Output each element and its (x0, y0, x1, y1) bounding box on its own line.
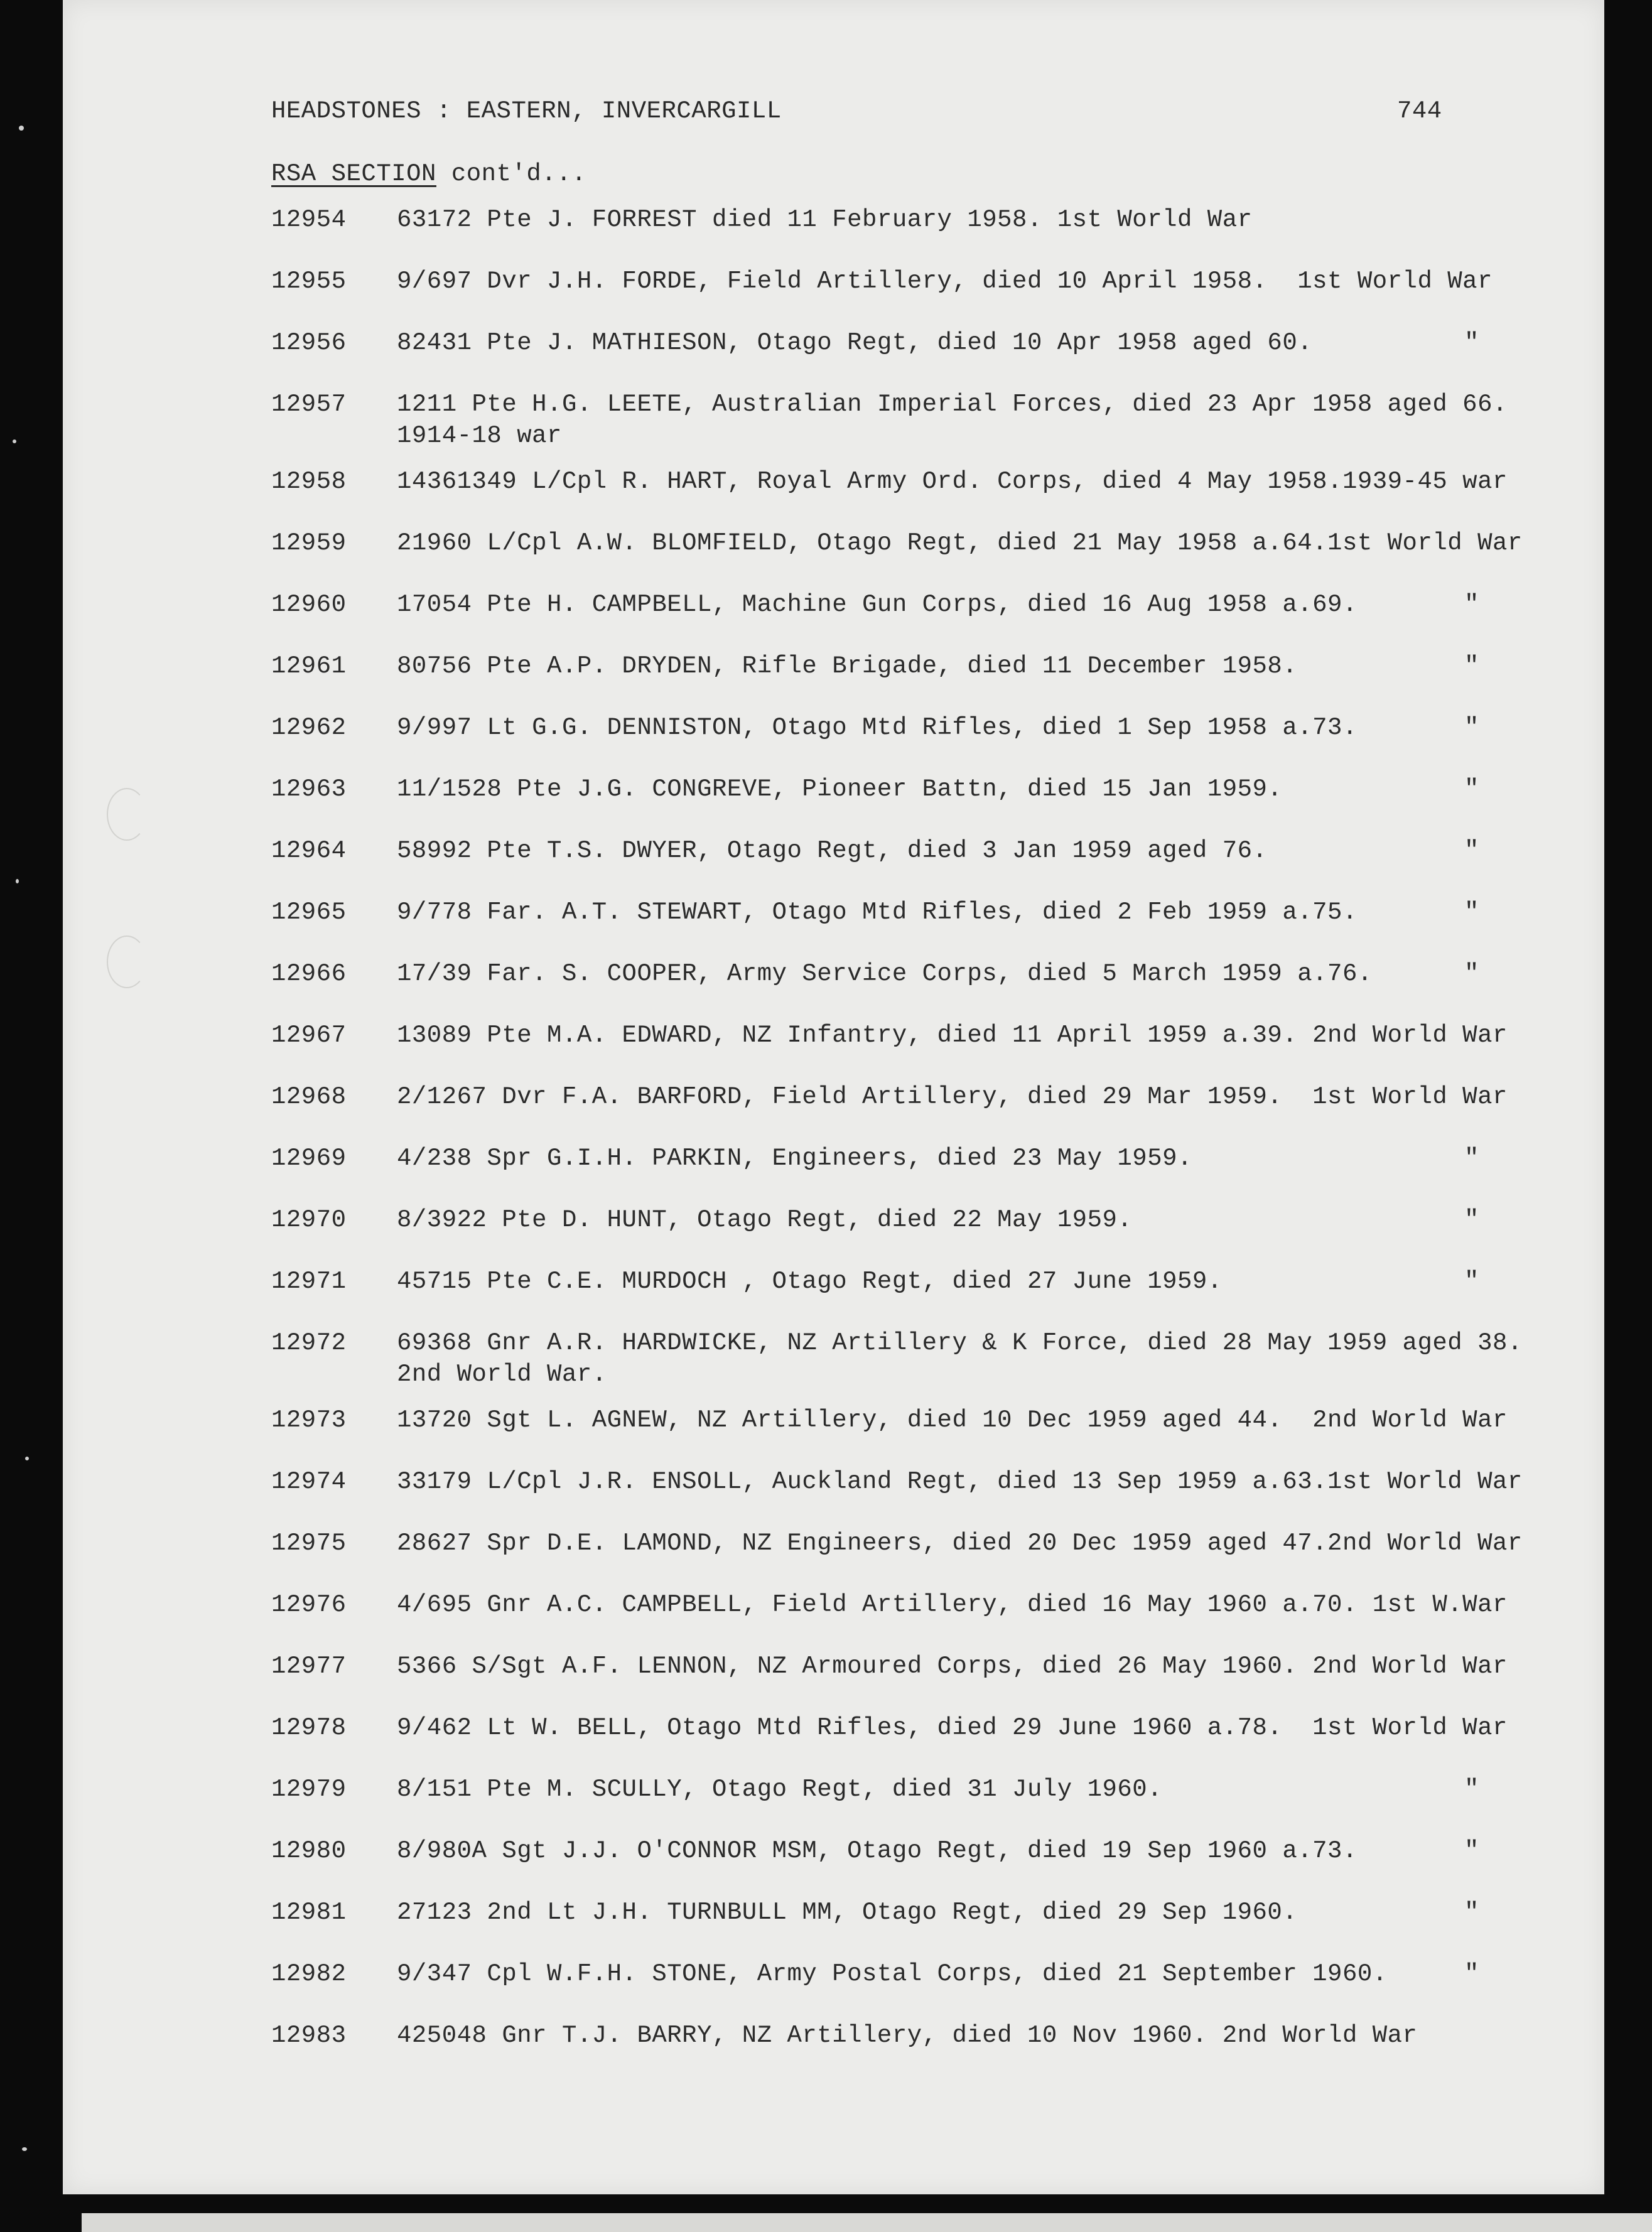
ditto-mark: " (1464, 1145, 1479, 1172)
entry-line: 17054 Pte H. CAMPBELL, Machine Gun Corps, died 16 Aug 1958 a.69. (397, 591, 1358, 618)
entry-number: 12965 (271, 898, 347, 926)
entry-description (397, 1897, 1590, 1928)
entry-description (397, 897, 1590, 928)
entry-description (397, 204, 1590, 235)
entry-description (397, 1204, 1590, 1236)
entry-line: 1211 Pte H.G. LEETE, Australian Imperial Forces, died 23 Apr 1958 aged 66. (397, 391, 1508, 418)
punch-hole-mark (107, 935, 147, 988)
entry-description (397, 712, 1590, 743)
entry-line: 2nd World War. (397, 1361, 607, 1388)
ditto-mark: " (1464, 775, 1479, 803)
section-label: RSA SECTION (271, 160, 436, 188)
section-heading (271, 158, 586, 190)
entry-number: 12961 (271, 652, 347, 680)
entry-description (397, 1774, 1590, 1805)
ditto-mark: " (1464, 1776, 1479, 1803)
ditto-mark: " (1464, 1268, 1479, 1295)
entry-description (397, 1835, 1590, 1867)
entry-line: 4/695 Gnr A.C. CAMPBELL, Field Artillery, died 16 May 1960 a.70. 1st W.War (397, 1591, 1508, 1619)
entry-line: 28627 Spr D.E. LAMOND, NZ Engineers, died 20 Dec 1959 aged 47.2nd World War (397, 1529, 1523, 1557)
entry-line: 2/1267 Dvr F.A. BARFORD, Field Artillery, died 29 Mar 1959. 1st World War (397, 1083, 1508, 1111)
entry-number: 12983 (271, 2022, 347, 2049)
entry-number: 12973 (271, 1406, 347, 1434)
page-title: HEADSTONES : EASTERN, INVERCARGILL (271, 97, 782, 125)
entry-description (397, 1020, 1590, 1051)
entry-description (397, 1712, 1590, 1744)
ditto-mark: " (1464, 1899, 1479, 1926)
entry-description (397, 1143, 1590, 1174)
entry-description (397, 589, 1590, 620)
entry-line: 82431 Pte J. MATHIESON, Otago Regt, died 10 Apr 1958 aged 60. (397, 329, 1313, 357)
entry-number: 12968 (271, 1083, 347, 1111)
entry-number: 12980 (271, 1837, 347, 1865)
entry-number: 12981 (271, 1899, 347, 1926)
entry-line: 14361349 L/Cpl R. HART, Royal Army Ord. Corps, died 4 May 1958.1939-45 war (397, 468, 1508, 495)
entry-number: 12979 (271, 1776, 347, 1803)
entry-number: 12963 (271, 775, 347, 803)
entry-number: 12955 (271, 267, 347, 295)
entry-line: 5366 S/Sgt A.F. LENNON, NZ Armoured Corps, died 26 May 1960. 2nd World War (397, 1652, 1508, 1680)
entry-number: 12956 (271, 329, 347, 357)
entry-description (397, 1589, 1590, 1620)
entry-line: 8/151 Pte M. SCULLY, Otago Regt, died 31 July 1960. (397, 1776, 1163, 1803)
entry-description (397, 650, 1590, 682)
ditto-mark: " (1464, 960, 1479, 988)
entry-number: 12972 (271, 1329, 347, 1357)
ditto-mark: " (1464, 1837, 1479, 1865)
entry-description (397, 2020, 1590, 2051)
entry-line: 63172 Pte J. FORREST died 11 February 1958. 1st World War (397, 206, 1253, 234)
entry-number: 12982 (271, 1960, 347, 1988)
entry-description (397, 774, 1590, 805)
entry-description (397, 1266, 1590, 1297)
entry-number: 12971 (271, 1268, 347, 1295)
entry-number: 12964 (271, 837, 347, 865)
entry-line: 11/1528 Pte J.G. CONGREVE, Pioneer Battn, died 15 Jan 1959. (397, 775, 1283, 803)
scan-edge (82, 2213, 1652, 2232)
ditto-mark: " (1464, 898, 1479, 926)
entry-line: 1914-18 war (397, 422, 562, 450)
scan-speck (25, 1457, 29, 1460)
entry-number: 12967 (271, 1022, 347, 1049)
ditto-mark: " (1464, 591, 1479, 618)
entry-line: 45715 Pte C.E. MURDOCH , Otago Regt, died 27 June 1959. (397, 1268, 1223, 1295)
entry-number: 12954 (271, 206, 347, 234)
entry-number: 12970 (271, 1206, 347, 1234)
entry-line: 4/238 Spr G.I.H. PARKIN, Engineers, died 23 May 1959. (397, 1145, 1192, 1172)
entry-description (397, 958, 1590, 989)
entry-number: 12974 (271, 1468, 347, 1496)
entry-number: 12962 (271, 714, 347, 741)
ditto-mark: " (1464, 837, 1479, 865)
page-number: 744 (1397, 97, 1442, 125)
punch-hole-mark (107, 788, 147, 841)
entry-number: 12976 (271, 1591, 347, 1619)
entry-line: 13720 Sgt L. AGNEW, NZ Artillery, died 10 Dec 1959 aged 44. 2nd World War (397, 1406, 1508, 1434)
scan-speck (16, 879, 19, 883)
entry-description (397, 1651, 1590, 1682)
entry-line: 13089 Pte M.A. EDWARD, NZ Infantry, died 11 April 1959 a.39. 2nd World War (397, 1022, 1508, 1049)
scan-speck (19, 126, 24, 131)
entry-description (397, 466, 1590, 497)
ditto-mark: " (1464, 1206, 1479, 1234)
entry-number: 12969 (271, 1145, 347, 1172)
entry-line: 69368 Gnr A.R. HARDWICKE, NZ Artillery & K Force, died 28 May 1959 aged 38. (397, 1329, 1523, 1357)
entry-line: 9/697 Dvr J.H. FORDE, Field Artillery, died 10 April 1958. 1st World War (397, 267, 1493, 295)
ditto-mark: " (1464, 329, 1479, 357)
entry-line: 17/39 Far. S. COOPER, Army Service Corps, died 5 March 1959 a.76. (397, 960, 1373, 988)
entry-description (397, 389, 1590, 451)
scan-speck (13, 439, 16, 443)
entry-description (397, 1081, 1590, 1113)
entry-line: 9/997 Lt G.G. DENNISTON, Otago Mtd Rifles, died 1 Sep 1958 a.73. (397, 714, 1358, 741)
entry-description (397, 1327, 1590, 1390)
entry-number: 12957 (271, 391, 347, 418)
entry-line: 21960 L/Cpl A.W. BLOMFIELD, Otago Regt, died 21 May 1958 a.64.1st World War (397, 529, 1523, 557)
entry-line: 9/347 Cpl W.F.H. STONE, Army Postal Corps, died 21 September 1960. (397, 1960, 1388, 1988)
entry-description (397, 1466, 1590, 1497)
entry-description (397, 835, 1590, 866)
entry-number: 12978 (271, 1714, 347, 1742)
entry-line: 9/462 Lt W. BELL, Otago Mtd Rifles, died 29 June 1960 a.78. 1st World War (397, 1714, 1508, 1742)
entry-description (397, 1958, 1590, 1990)
ditto-mark: " (1464, 714, 1479, 741)
scan-speck (22, 2147, 27, 2151)
entry-line: 80756 Pte A.P. DRYDEN, Rifle Brigade, died 11 December 1958. (397, 652, 1298, 680)
entry-number: 12958 (271, 468, 347, 495)
entry-line: 9/778 Far. A.T. STEWART, Otago Mtd Rifles, died 2 Feb 1959 a.75. (397, 898, 1358, 926)
entry-number: 12966 (271, 960, 347, 988)
entry-line: 8/980A Sgt J.J. O'CONNOR MSM, Otago Regt, died 19 Sep 1960 a.73. (397, 1837, 1358, 1865)
entry-description (397, 1528, 1590, 1559)
entry-line: 58992 Pte T.S. DWYER, Otago Regt, died 3 Jan 1959 aged 76. (397, 837, 1268, 865)
ditto-mark: " (1464, 1960, 1479, 1988)
entry-description (397, 1404, 1590, 1436)
entry-number: 12959 (271, 529, 347, 557)
entry-line: 8/3922 Pte D. HUNT, Otago Regt, died 22 May 1959. (397, 1206, 1133, 1234)
entry-line: 425048 Gnr T.J. BARRY, NZ Artillery, died 10 Nov 1960. 2nd World War (397, 2022, 1418, 2049)
section-suffix: cont'd... (436, 160, 586, 188)
entry-description (397, 327, 1590, 359)
entry-number: 12960 (271, 591, 347, 618)
entry-line: 27123 2nd Lt J.H. TURNBULL MM, Otago Regt, died 29 Sep 1960. (397, 1899, 1298, 1926)
entry-description (397, 527, 1590, 559)
ditto-mark: " (1464, 652, 1479, 680)
entry-number: 12977 (271, 1652, 347, 1680)
entry-description (397, 266, 1590, 297)
entry-number: 12975 (271, 1529, 347, 1557)
entry-line: 33179 L/Cpl J.R. ENSOLL, Auckland Regt, died 13 Sep 1959 a.63.1st World War (397, 1468, 1523, 1496)
